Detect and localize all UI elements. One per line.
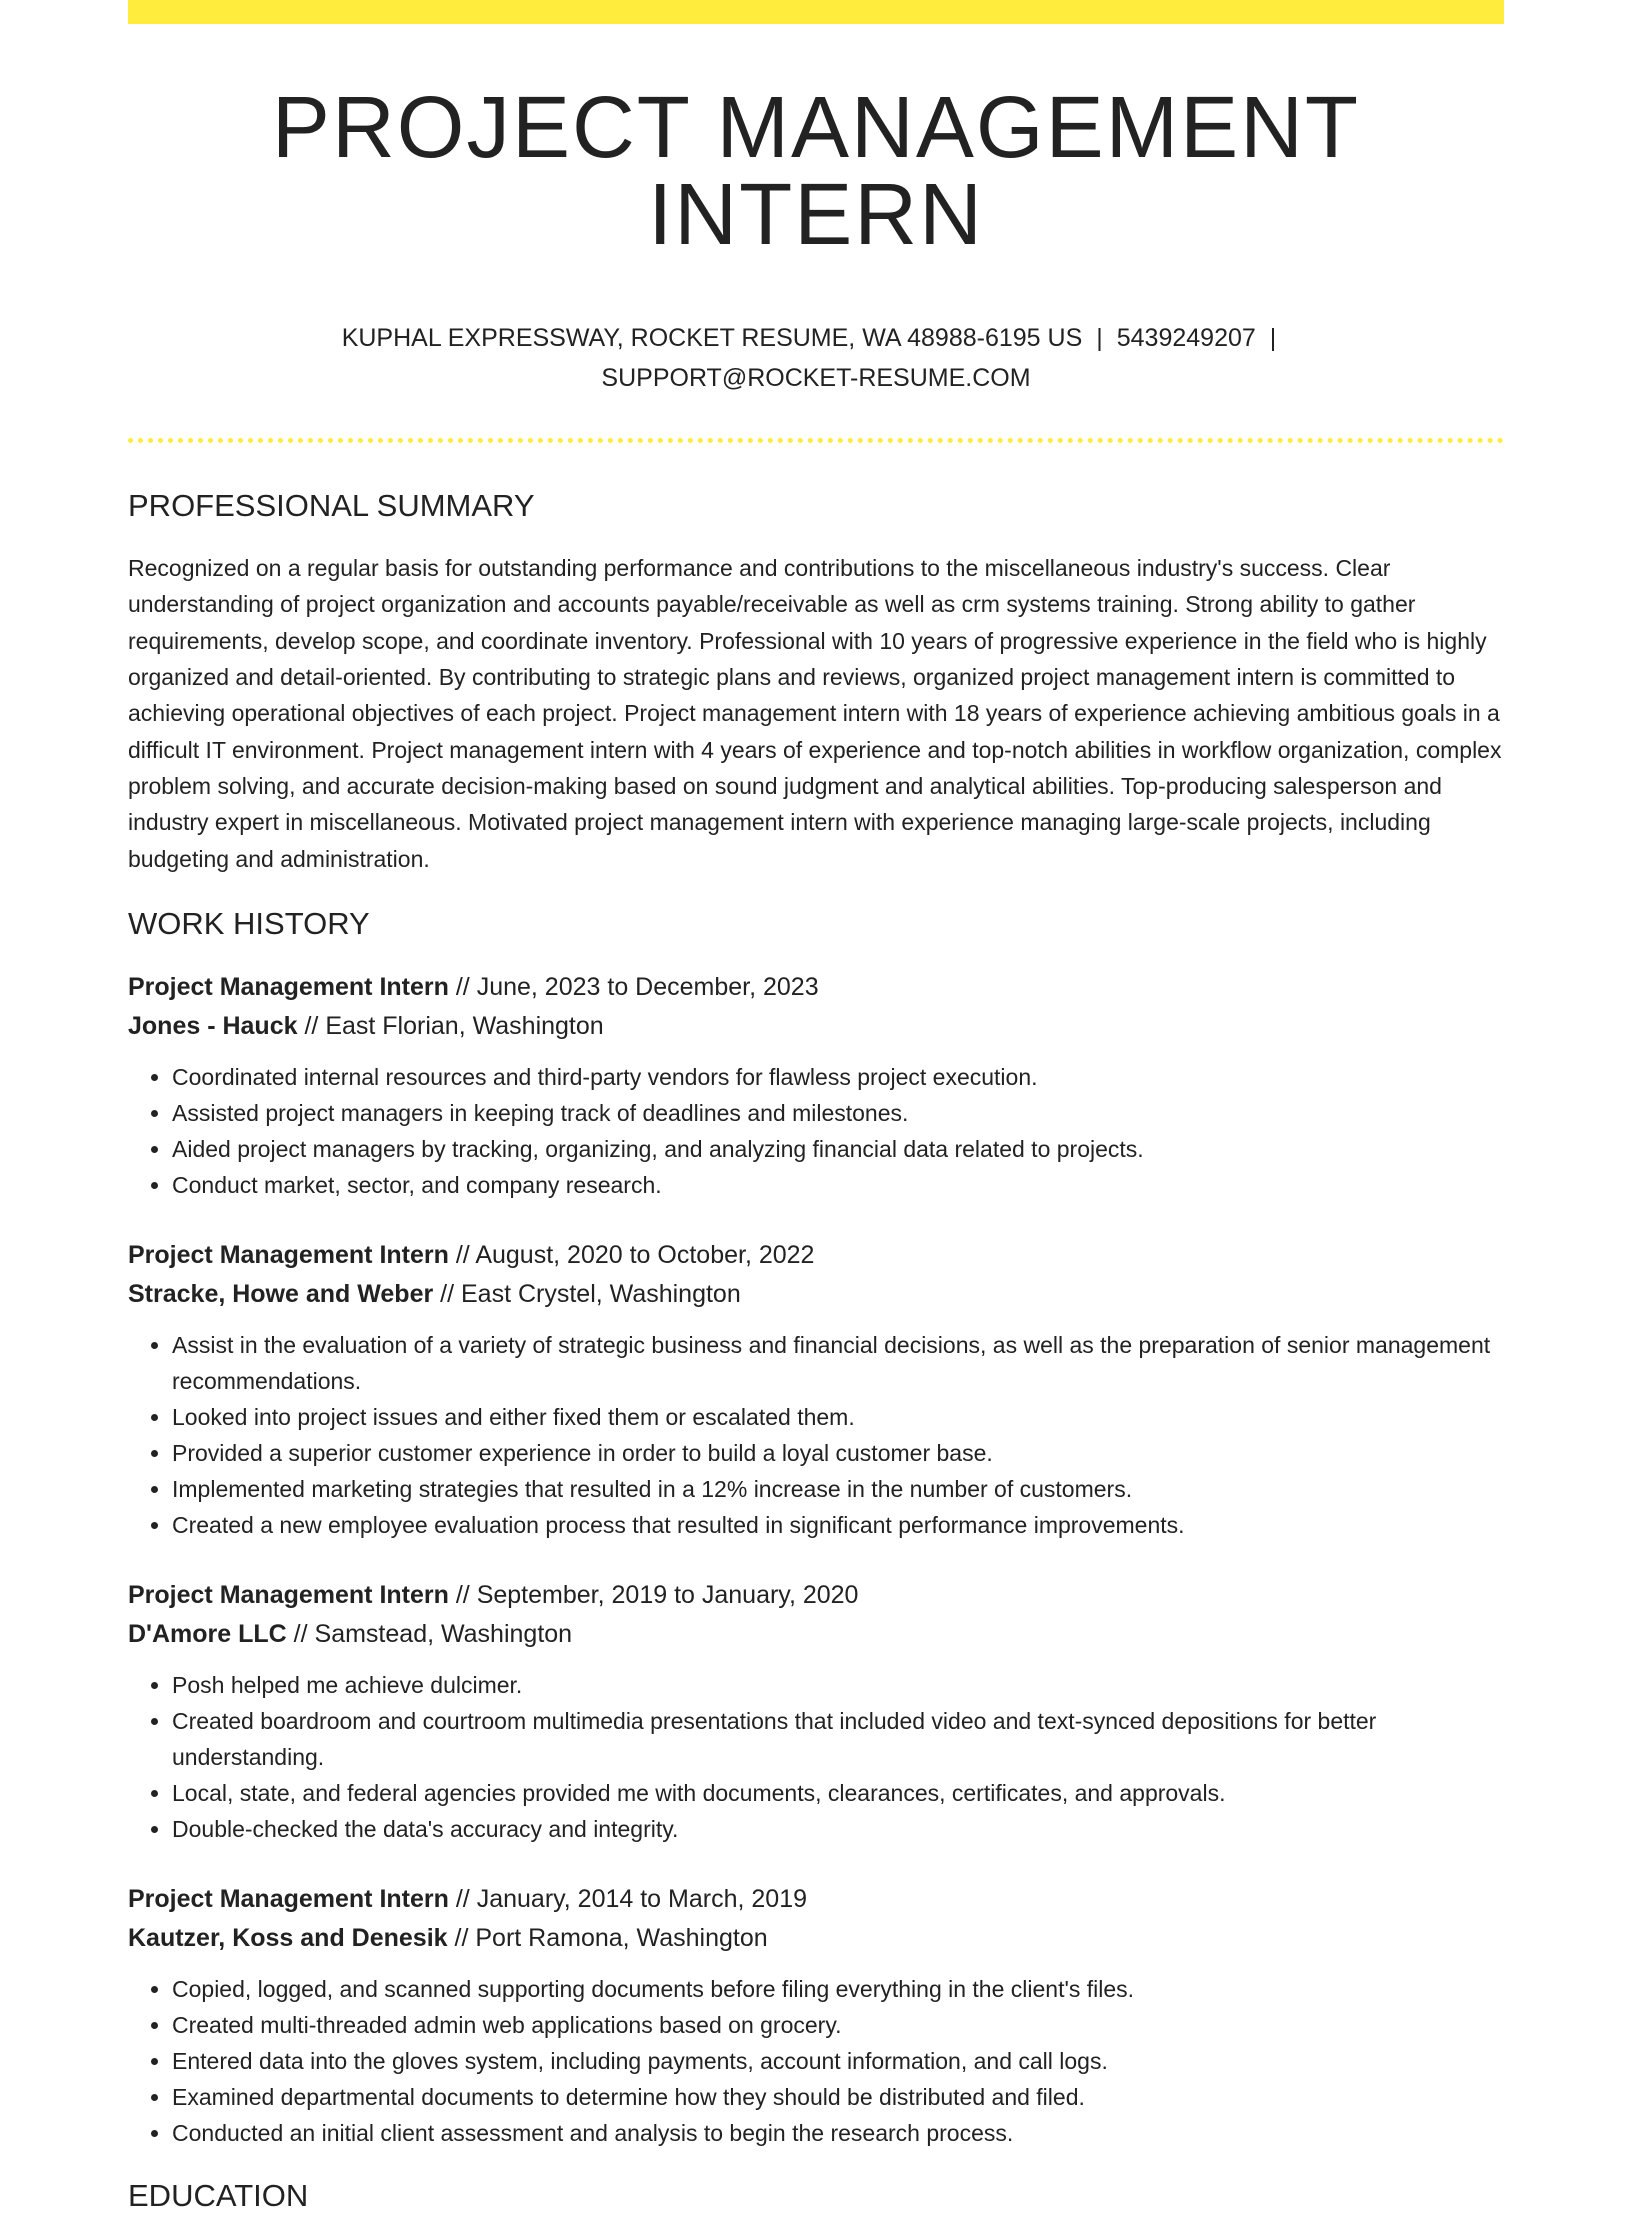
- job-bullet: • Created a new employee evaluation process that resulted in significant performance improvements.: [172, 1507, 1504, 1543]
- job-company: Jones - Hauck: [128, 1012, 298, 1041]
- resume-title: PROJECT MANAGEMENT INTERN: [271, 79, 1361, 263]
- job-role: Project Management Intern: [128, 1581, 449, 1610]
- job-dates: January, 2014 to March, 2019: [476, 1885, 808, 1914]
- job-separator: //: [448, 1241, 476, 1270]
- job-location: East Crystel, Washington: [461, 1280, 741, 1309]
- job-role: Project Management Intern: [128, 973, 449, 1002]
- job-bullets: [128, 1059, 1504, 1203]
- job-entry: [128, 1880, 1504, 2151]
- job-role-line: [128, 968, 1504, 1007]
- summary-text: Recognized on a regular basis for outstanding performance and contributions to the miscellaneous industry's success. Clear understanding of project organization and accounts payable/receivable as well as crm systems training. Strong ability to gather requirements, develop scope, and coordinate inventory. Professional with 10 years of progressive experience in the field who is highly organized and detail-oriented. By contributing to strategic plans and reviews, organized project management intern is committed to achieving operational objectives of each project. Project management intern with 18 years of experience achieving ambitious goals in a difficult IT environment. Project management intern with 4 years of experience and top-notch abilities in workflow organization, complex problem solving, and accurate decision-making based on sound judgment and analytical abilities. Top-producing salesperson and industry expert in miscellaneous. Motivated project management intern with experience managing large-scale projects, including budgeting and administration.: [128, 555, 1502, 872]
- job-location: East Florian, Washington: [325, 1012, 604, 1041]
- job-bullet: • Entered data into the gloves system, including payments, account information, and call logs.: [172, 2043, 1504, 2079]
- job-role: Project Management Intern: [128, 1885, 449, 1914]
- job-separator: //: [286, 1620, 315, 1649]
- contact-line-1: [128, 318, 1504, 358]
- job-dates: August, 2020 to October, 2022: [475, 1241, 815, 1270]
- job-bullet: • Implemented marketing strategies that resulted in a 12% increase in the number of customers.: [172, 1471, 1504, 1507]
- job-bullet: • Assisted project managers in keeping track of deadlines and milestones.: [172, 1095, 1504, 1131]
- job-bullet: • Examined departmental documents to determine how they should be distributed and filed.: [172, 2079, 1504, 2115]
- contact-email[interactable]: SUPPORT@ROCKET-RESUME.COM: [601, 364, 1031, 392]
- job-separator: //: [448, 1885, 477, 1914]
- job-bullet: • Created boardroom and courtroom multimedia presentations that included video and text-synced depositions for better understanding.: [172, 1703, 1504, 1775]
- job-entry: [128, 1576, 1504, 1847]
- job-bullet: • Posh helped me achieve dulcimer.: [172, 1667, 1504, 1703]
- job-company: D'Amore LLC: [128, 1620, 287, 1649]
- job-dates: June, 2023 to December, 2023: [476, 973, 819, 1002]
- job-bullet: • Conducted an initial client assessment and analysis to begin the research process.: [172, 2115, 1504, 2151]
- job-bullet: • Local, state, and federal agencies provided me with documents, clearances, certificates, and approvals.: [172, 1775, 1504, 1811]
- contact-separator: |: [1096, 324, 1103, 352]
- contact-address: KUPHAL EXPRESSWAY, ROCKET RESUME, WA 48988-6195 US: [341, 324, 1083, 352]
- job-bullets: [128, 1971, 1504, 2151]
- job-separator: //: [447, 1924, 476, 1953]
- job-company: Kautzer, Koss and Denesik: [128, 1924, 448, 1953]
- dotted-divider: [128, 438, 1504, 443]
- contact-separator: |: [1269, 324, 1277, 352]
- job-company-line: [128, 1615, 1504, 1654]
- accent-top-bar: [128, 0, 1504, 24]
- summary-heading: PROFESSIONAL SUMMARY: [128, 488, 535, 523]
- job-bullet: • Aided project managers by tracking, organizing, and analyzing financial data related to projects.: [172, 1131, 1504, 1167]
- job-company-line: [128, 1919, 1504, 1958]
- job-role: Project Management Intern: [128, 1241, 449, 1270]
- job-role-line: [128, 1576, 1504, 1615]
- work-history-heading: WORK HISTORY: [128, 905, 370, 941]
- work-history-list: [128, 968, 1504, 2151]
- job-company-line: [128, 1007, 1504, 1046]
- job-bullet: • Coordinated internal resources and third-party vendors for flawless project execution.: [172, 1059, 1504, 1095]
- job-location: Port Ramona, Washington: [475, 1924, 768, 1953]
- job-entry: [128, 1236, 1504, 1543]
- job-role-line: [128, 1880, 1504, 1919]
- resume-page: [128, 0, 1504, 2214]
- contact-block: [128, 318, 1504, 398]
- job-bullet: • Conduct market, sector, and company research.: [172, 1167, 1504, 1203]
- job-separator: //: [448, 1581, 477, 1610]
- job-location: Samstead, Washington: [314, 1620, 573, 1649]
- job-separator: //: [433, 1280, 461, 1309]
- job-separator: //: [297, 1012, 326, 1041]
- job-bullets: [128, 1327, 1504, 1543]
- job-company: Stracke, Howe and Weber: [128, 1280, 434, 1309]
- education-heading: EDUCATION: [128, 2178, 309, 2214]
- job-role-line: [128, 1236, 1504, 1275]
- job-bullet: • Provided a superior customer experience in order to build a loyal customer base.: [172, 1435, 1504, 1471]
- job-bullet: • Looked into project issues and either fixed them or escalated them.: [172, 1399, 1504, 1435]
- job-company-line: [128, 1275, 1504, 1314]
- job-bullet: • Created multi-threaded admin web applications based on grocery.: [172, 2007, 1504, 2043]
- contact-phone: 5439249207: [1116, 324, 1256, 352]
- job-bullet: • Assist in the evaluation of a variety of strategic business and financial decisions, as well as the preparation of senior management recommendations.: [172, 1327, 1504, 1399]
- job-bullet: • Double-checked the data's accuracy and integrity.: [172, 1811, 1504, 1847]
- contact-line-2: [128, 358, 1504, 398]
- job-bullet: • Copied, logged, and scanned supporting documents before filing everything in the client's files.: [172, 1971, 1504, 2007]
- job-separator: //: [448, 973, 477, 1002]
- job-bullets: [128, 1667, 1504, 1847]
- job-dates: September, 2019 to January, 2020: [476, 1581, 859, 1610]
- job-entry: [128, 968, 1504, 1203]
